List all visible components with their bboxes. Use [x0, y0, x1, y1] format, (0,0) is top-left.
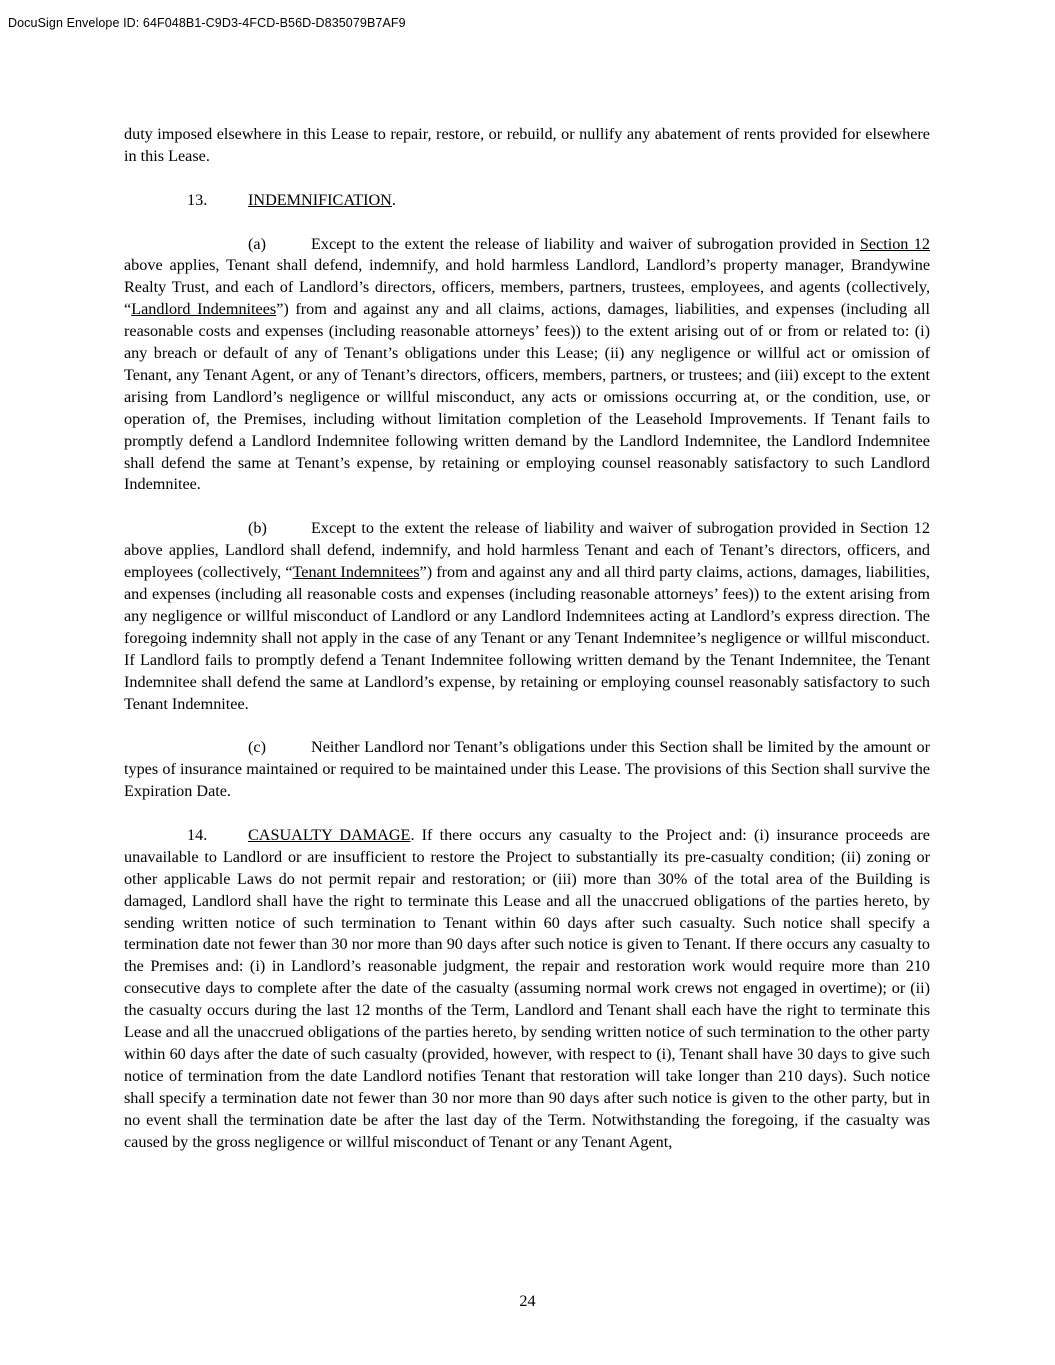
docusign-envelope-id: DocuSign Envelope ID: 64F048B1-C9D3-4FCD-B56D-D835079B7AF9 — [8, 16, 406, 30]
section-13c-paragraph — [124, 737, 930, 803]
section-13b-label: (b) — [248, 519, 267, 538]
tenant-indemnitees-term: Tenant Indemnitees — [292, 563, 420, 582]
section-13-heading — [124, 190, 930, 212]
section-13-number: 13. — [187, 190, 208, 209]
section-12-reference: Section 12 — [859, 234, 930, 253]
section-13a-text-3: ”) from and against any and all claims, actions, damages, liabilities, and expenses (including all reasonable costs and expenses (including reasonable attorneys’ fees)) to the extent arising out of or from or related to: (i) any breach or default of any of Tenant’s obligations under this Lease; (ii) any negligence or willful act or omission of Tenant, any Tenant Agent, or any of Tenant’s directors, officers, members, partners, or trustees; and (iii) except to the extent arising from Landlord’s negligence or willful misconduct, any acts or omissions occurring at, or the condition, use, or operation of, the Premises, including without limitation completion of the Leasehold Improvements. If Tenant fails to promptly defend a Landlord Indemnitee following written demand by the Landlord Indemnitee, the Landlord Indemnitee shall defend the same at Tenant’s expense, by retaining or employing counsel reasonably satisfactory to such Landlord Indemnitee. — [124, 300, 930, 494]
section-13a-text-2: above applies, Tenant shall defend, indemnify, and hold harmless Landlord, Landlord’s property manager, Brandywine Realty Trust, and each of Landlord’s directors, officers, members, partners, trustees, employees, and agents (collectively, “ — [124, 256, 930, 319]
section-13a-text-1: Except to the extent the release of liability and waiver of subrogation provided in — [311, 234, 860, 253]
section-14-paragraph — [124, 825, 930, 1154]
section-13a-paragraph — [124, 234, 930, 497]
landlord-indemnitees-term: Landlord Indemnitees — [131, 300, 277, 319]
section-14-title: CASUALTY DAMAGE — [248, 825, 411, 844]
continuation-paragraph: duty imposed elsewhere in this Lease to repair, restore, or rebuild, or nullify any abatement of rents provided for elsewhere in this Lease. — [124, 125, 930, 165]
section-13b-paragraph — [124, 518, 930, 715]
section-13-title: INDEMNIFICATION — [248, 190, 392, 209]
section-13b-text-2: ”) from and against any and all third party claims, actions, damages, liabilities, and expenses (including all reasonable costs and expenses (including reasonable attorneys’ fees)) to the extent arising from any negligence or willful misconduct of Landlord or any Landlord Indemnitees acting at Landlord’s express direction. The foregoing indemnity shall not apply in the case of any Tenant or any Tenant Indemnitee’s negligence or willful misconduct. If Landlord fails to promptly defend a Tenant Indemnitee following written demand by the Tenant Indemnitee, the Tenant Indemnitee shall defend the same at Landlord’s expense, by retaining or employing counsel reasonably satisfactory to such Tenant Indemnitee. — [124, 563, 930, 713]
page-number: 24 — [519, 1292, 536, 1310]
document-body — [124, 124, 930, 1175]
section-13c-text: Neither Landlord nor Tenant’s obligations under this Section shall be limited by the amount or types of insurance maintained or required to be maintained under this Lease. The provisions of this Section shall survive the Expiration Date. — [124, 738, 930, 801]
section-13b-text-1: Except to the extent the release of liability and waiver of subrogation provided in Section 12 above applies, Landlord shall defend, indemnify, and hold harmless Tenant and each of Tenant’s directors, officers, and employees (collectively, “ — [124, 519, 930, 582]
section-13a-label: (a) — [248, 234, 266, 253]
section-14-text: . If there occurs any casualty to the Project and: (i) insurance proceeds are unavailable to Landlord or are insufficient to restore the Project to substantially its pre-casualty condition; (ii) zoning or other applicable Laws do not permit repair and restoration; or (iii) more than 30% of the total area of the Building is damaged, Landlord shall have the right to terminate this Lease and all the unaccrued obligations of the parties hereto, by sending written notice of such termination to Tenant within 60 days after such casualty. Such notice shall specify a termination date not fewer than 30 nor more than 90 days after such notice is given to Tenant. If there occurs any casualty to the Premises and: (i) in Landlord’s reasonable judgment, the repair and restoration work would require more than 210 consecutive days to complete after the date of the casualty (assuming normal work crews not engaged in overtime); or (ii) the casualty occurs during the last 12 months of the Term, Landlord and Tenant shall each have the right to terminate this Lease and all the unaccrued obligations of the parties hereto, by sending written notice of such termination to the other party within 60 days after the date of such casualty (provided, however, with respect to (i), Tenant shall have 30 days to give such notice of termination from the date Landlord notifies Tenant that restoration will take longer than 210 days). Such notice shall specify a termination date not fewer than 30 nor more than 90 days after such notice is given to the other party, but in no event shall the termination date be after the last day of the Term. Notwithstanding the foregoing, if the casualty was caused by the gross negligence or willful misconduct of Tenant or any Tenant Agent, — [124, 825, 930, 1151]
section-14-number: 14. — [187, 825, 208, 844]
section-13-title-end: . — [391, 190, 396, 209]
section-13c-label: (c) — [248, 738, 266, 757]
